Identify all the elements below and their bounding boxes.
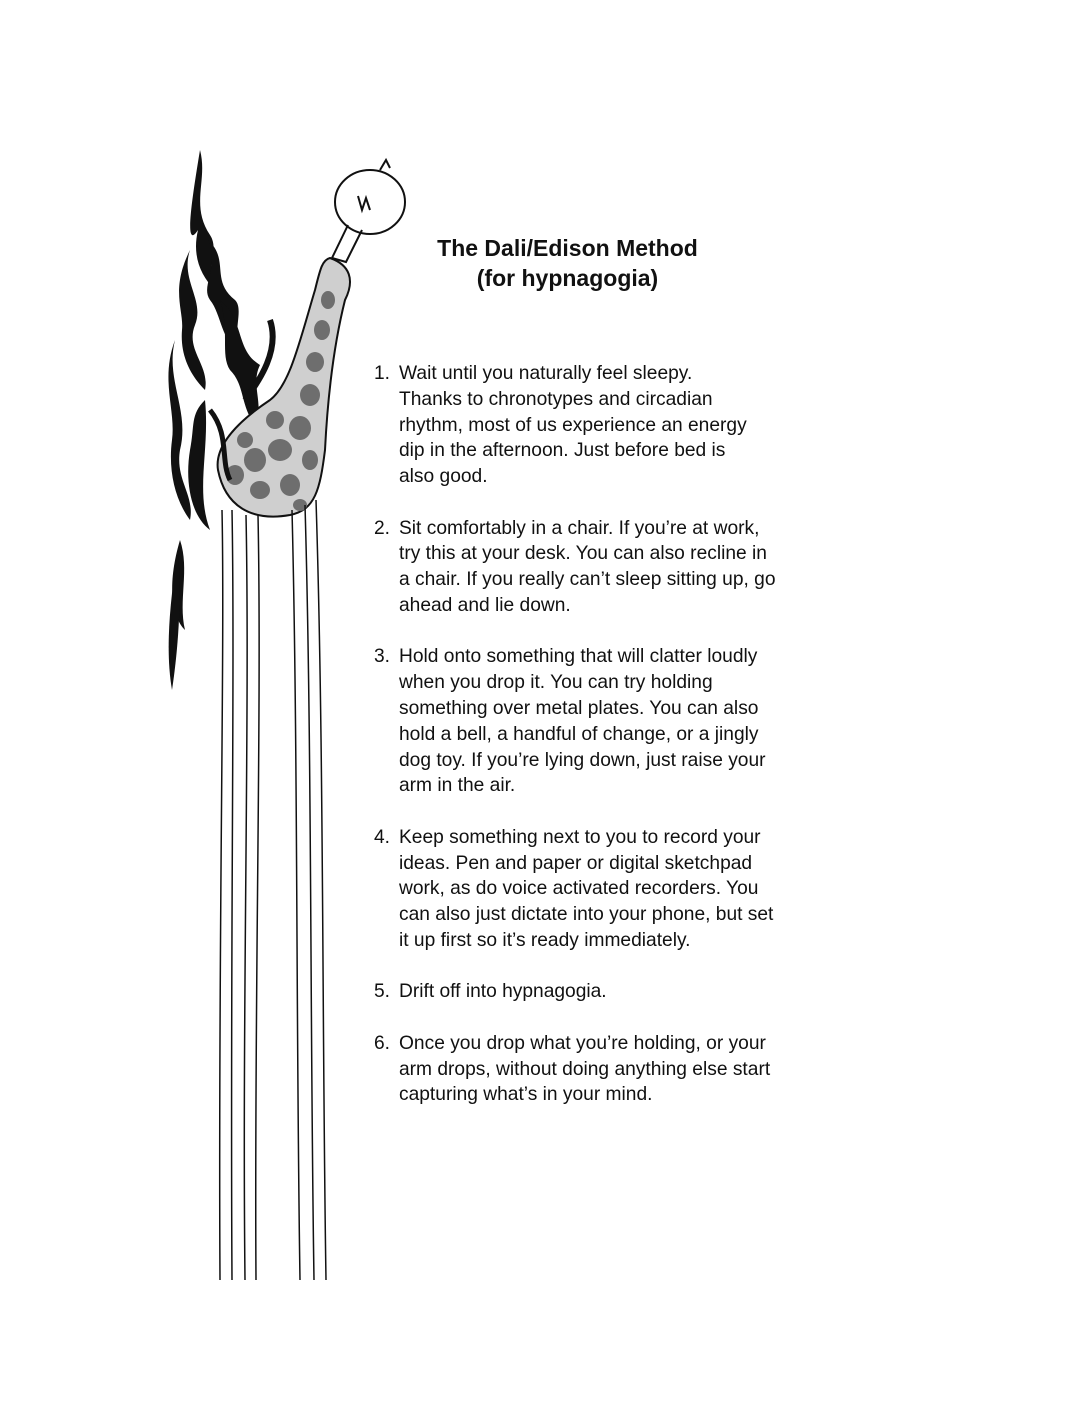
step-number: 6. [374, 1032, 391, 1054]
step-text [399, 979, 607, 1005]
step-line: Wait until you naturally feel sleepy. [399, 363, 693, 384]
title-line-1: The Dali/Edison Method [437, 235, 698, 261]
step-number: 2. [374, 517, 391, 539]
steps-list [374, 361, 844, 1134]
step-text [399, 825, 773, 954]
light-bulb-graphic [332, 160, 405, 262]
step-item [374, 825, 844, 954]
page-title [400, 233, 735, 293]
step-line: hold a bell, a handful of change, or a jingly [399, 723, 759, 745]
step-line: try this at your desk. You can also recline in [399, 543, 767, 565]
step-line: rhythm, most of us experience an energy [399, 414, 747, 436]
step-line: arm drops, without doing anything else start [399, 1058, 771, 1080]
step-line: Hold onto something that will clatter loudly [399, 646, 758, 668]
step-item [374, 516, 844, 619]
step-number: 5. [374, 981, 391, 1003]
step-line: Thanks to chronotypes and circadian [399, 388, 713, 410]
step-line: ideas. Pen and paper or digital sketchpad [399, 852, 753, 874]
step-line: work, as do voice activated recorders. You [399, 878, 759, 900]
step-line: capturing what’s in your mind. [399, 1084, 653, 1106]
step-line: also good. [399, 466, 488, 488]
step-line: Drift off into hypnagogia. [399, 981, 607, 1003]
step-item [374, 1031, 844, 1108]
step-line: dog toy. If you’re lying down, just raise your [399, 749, 766, 771]
step-line: arm in the air. [399, 775, 516, 797]
title-line-2: (for hypnagogia) [476, 265, 659, 291]
step-text [399, 361, 747, 490]
step-item [374, 979, 844, 1005]
step-text [399, 516, 776, 619]
giraffe-legs-graphic [220, 500, 326, 1280]
step-line: a chair. If you really can’t sleep sitting up, go [399, 569, 776, 591]
step-line: something over metal plates. You can also [399, 697, 759, 719]
step-item [374, 644, 844, 799]
step-text [399, 644, 766, 799]
step-line: when you drop it. You can try holding [399, 672, 713, 694]
step-number: 3. [374, 646, 391, 668]
step-line: Keep something next to you to record your [399, 826, 761, 848]
step-line: Once you drop what you’re holding, or your [399, 1032, 766, 1054]
step-line: ahead and lie down. [399, 594, 571, 616]
step-text [399, 1031, 770, 1108]
step-line: can also just dictate into your phone, but set [399, 904, 774, 926]
step-item [374, 361, 844, 490]
step-number: 4. [374, 826, 391, 848]
step-line: it up first so it’s ready immediately. [399, 929, 691, 951]
step-line: dip in the afternoon. Just before bed is [399, 440, 726, 462]
step-line: Sit comfortably in a chair. If you’re at work, [399, 517, 760, 539]
step-number: 1. [374, 363, 391, 384]
